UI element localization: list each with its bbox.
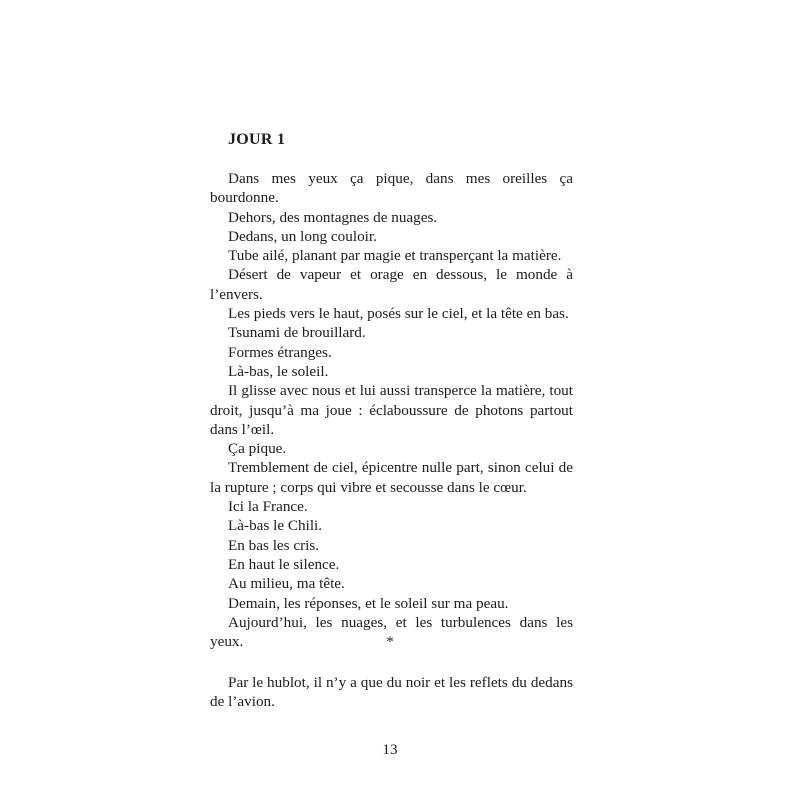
paragraph: Par le hublot, il n’y a que du noir et les reflets du dedans de l’avion. xyxy=(210,674,573,711)
asterisk-separator: * xyxy=(386,634,394,650)
paragraph: En bas les cris. xyxy=(228,536,320,554)
section-2-text xyxy=(210,673,573,712)
section-1-text xyxy=(210,169,573,651)
paragraph: Tremblement de ciel, épicentre nulle part, sinon celui de la rupture ; corps qui vibre et secousse dans le cœur. xyxy=(210,459,573,496)
paragraph: Formes étranges. xyxy=(228,343,332,361)
chapter-title: JOUR 1 xyxy=(228,131,286,148)
page-number xyxy=(0,741,800,759)
paragraph: Dans mes yeux ça pique, dans mes oreilles ça bourdonne. xyxy=(210,170,573,207)
paragraph: Désert de vapeur et orage en dessous, le monde à l’envers. xyxy=(210,266,573,303)
paragraph: Les pieds vers le haut, posés sur le ciel, et la tête en bas. xyxy=(228,305,569,323)
paragraph: Dehors, des montagnes de nuages. xyxy=(228,208,438,226)
paragraph: Tube ailé, planant par magie et transperçant la matière. xyxy=(228,247,562,265)
paragraph: Dedans, un long couloir. xyxy=(228,227,377,245)
paragraph: Tsunami de brouillard. xyxy=(228,324,366,342)
paragraph: Ça pique. xyxy=(228,440,287,458)
paragraph: En haut le silence. xyxy=(228,555,340,573)
page-number-value: 13 xyxy=(382,741,398,758)
paragraph: Ici la France. xyxy=(228,498,308,516)
paragraph: Là-bas le Chili. xyxy=(228,517,323,535)
paragraph: Il glisse avec nous et lui aussi transperce la matière, tout droit, jusqu’à ma joue : éclaboussure de photons partout dans l’œil. xyxy=(210,382,573,438)
paragraph: Aujourd’hui, les nuages, et les turbulences dans les yeux. xyxy=(210,613,573,651)
paragraph: Là-bas, le soleil. xyxy=(228,362,329,380)
section-separator xyxy=(0,633,800,651)
paragraph: Demain, les réponses, et le soleil sur ma peau. xyxy=(228,594,509,612)
paragraph: Au milieu, ma tête. xyxy=(228,575,345,593)
